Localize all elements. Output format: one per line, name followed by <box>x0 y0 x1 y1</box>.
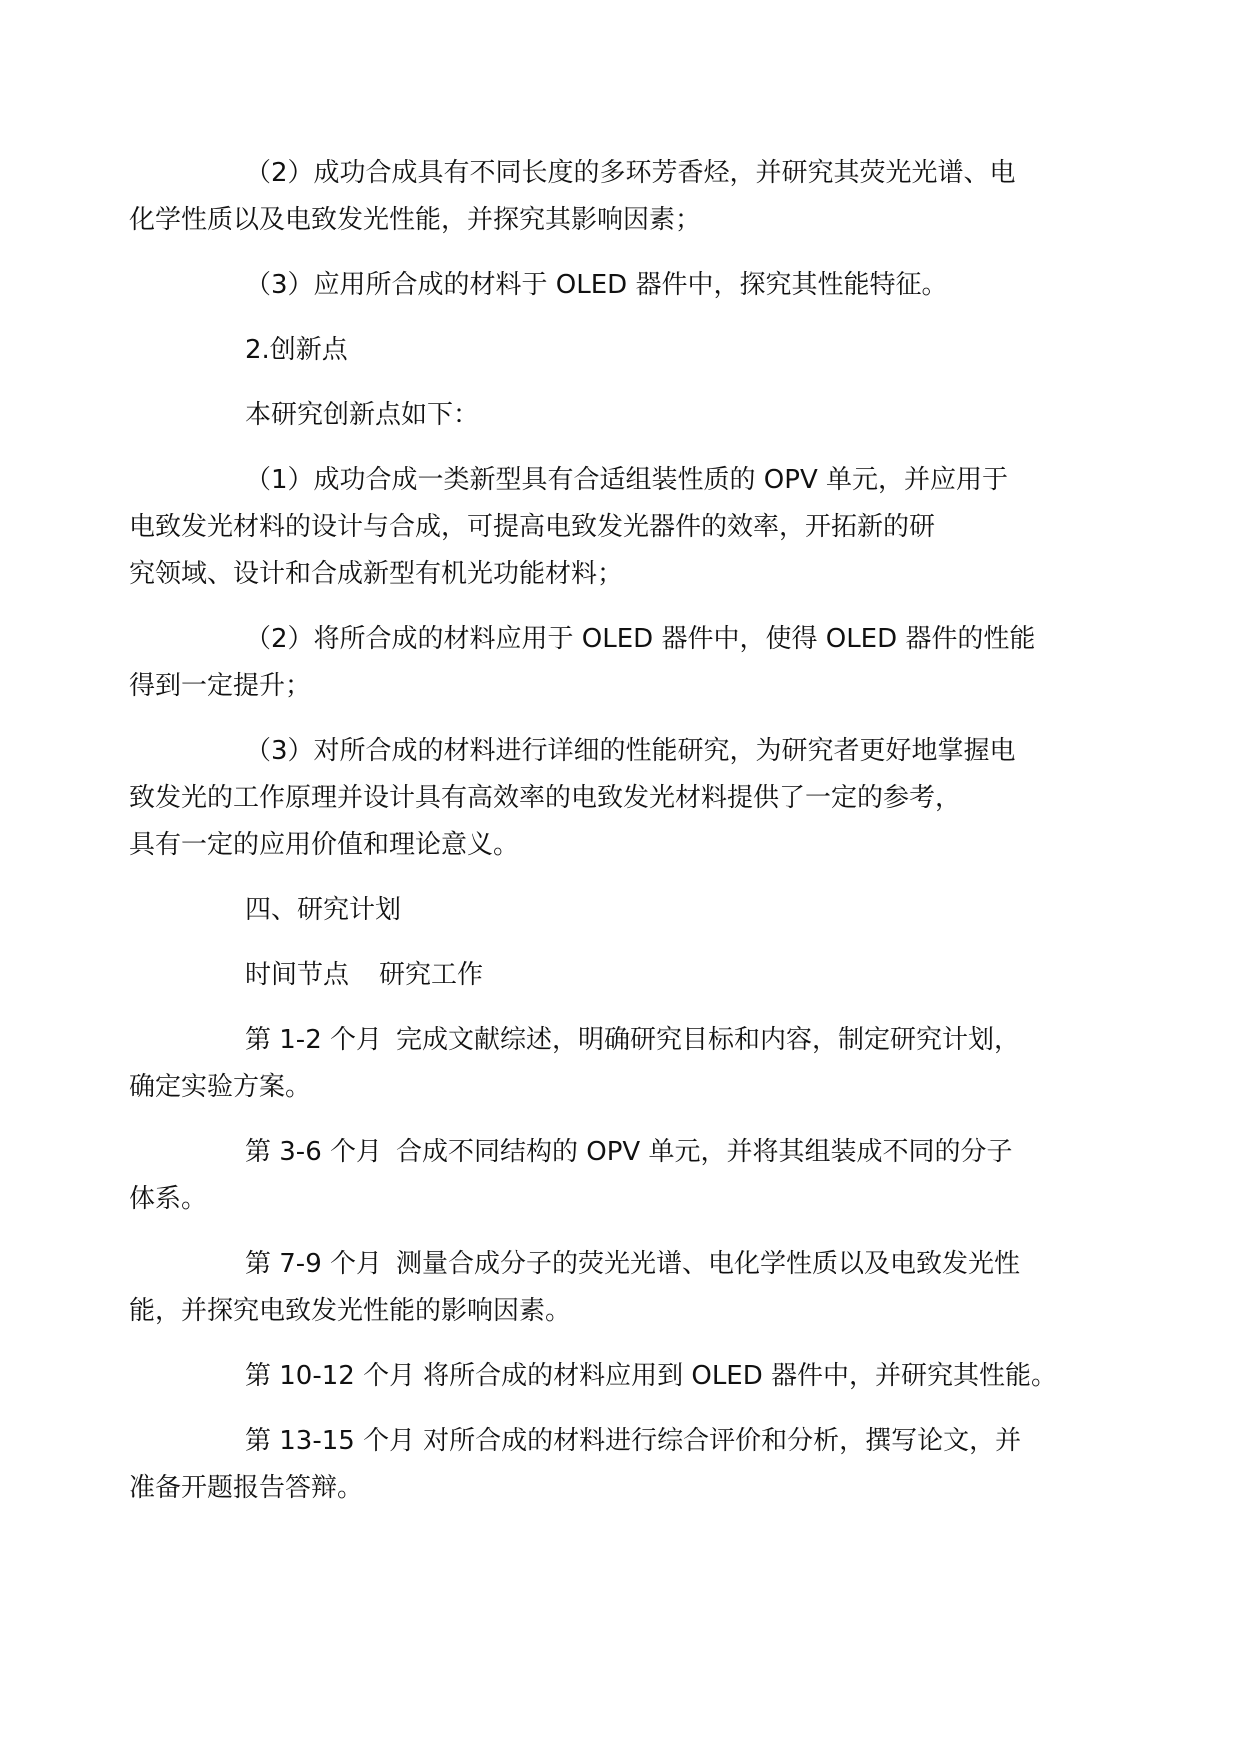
text-line: 化学性质以及电致发光性能，并探究其影响因素； <box>129 205 702 235</box>
plan-row <box>129 1129 1087 1223</box>
section-heading-plan <box>187 887 1087 934</box>
plan-work-cont: 体系。 <box>129 1184 208 1214</box>
paragraph-innovation-intro <box>187 392 1087 439</box>
plan-work-cont: 能，并探究电致发光性能的影响因素。 <box>129 1296 572 1326</box>
plan-header-work: 研究工作 <box>379 960 484 990</box>
paragraph-innovation-1 <box>129 457 1087 598</box>
text-line: （3）对所合成的材料进行详细的性能研究，为研究者更好地掌握电 <box>245 736 1016 766</box>
document-page <box>129 150 1087 1530</box>
plan-header-time: 时间节点 <box>245 960 350 990</box>
plan-row <box>129 1017 1087 1111</box>
plan-work-cont: 确定实验方案。 <box>129 1072 312 1102</box>
text-line: （2）将所合成的材料应用于 OLED 器件中，使得 OLED 器件的性能 <box>245 624 1036 654</box>
plan-period: 第 1-2 个月 <box>245 1025 382 1055</box>
plan-work: 将所合成的材料应用到 OLED 器件中，并研究其性能。 <box>423 1361 1058 1391</box>
text-line: 究领域、设计和合成新型有机光功能材料； <box>129 559 624 589</box>
plan-work: 对所合成的材料进行综合评价和分析，撰写论文，并 <box>423 1426 1022 1456</box>
text-line: 2.创新点 <box>245 335 348 365</box>
section-heading-innovation <box>187 327 1087 374</box>
paragraph-innovation-3 <box>129 728 1087 869</box>
text-line: 四、研究计划 <box>245 895 402 925</box>
plan-period: 第 3-6 个月 <box>245 1137 382 1167</box>
paragraph-objective-3 <box>187 262 1087 309</box>
plan-work: 合成不同结构的 OPV 单元，并将其组装成不同的分子 <box>396 1137 1013 1167</box>
text-line: （2）成功合成具有不同长度的多环芳香烃，并研究其荧光光谱、电 <box>245 158 1016 188</box>
plan-period: 第 10-12 个月 <box>245 1361 416 1391</box>
text-line: 致发光的工作原理并设计具有高效率的电致发光材料提供了一定的参考， <box>129 783 962 813</box>
paragraph-innovation-2 <box>129 616 1087 710</box>
text-line: 本研究创新点如下： <box>245 400 480 430</box>
text-line: （1）成功合成一类新型具有合适组装性质的 OPV 单元，并应用于 <box>245 465 1009 495</box>
plan-work: 测量合成分子的荧光光谱、电化学性质以及电致发光性 <box>396 1249 1021 1279</box>
paragraph-objective-2 <box>129 150 1087 244</box>
plan-row <box>129 1418 1087 1512</box>
plan-row <box>187 1353 1087 1400</box>
plan-work-cont: 准备开题报告答辩。 <box>129 1473 364 1503</box>
text-line: 具有一定的应用价值和理论意义。 <box>129 830 520 860</box>
text-line: 得到一定提升； <box>129 671 312 701</box>
plan-period: 第 7-9 个月 <box>245 1249 382 1279</box>
plan-period: 第 13-15 个月 <box>245 1426 416 1456</box>
plan-work: 完成文献综述，明确研究目标和内容，制定研究计划， <box>396 1025 1021 1055</box>
text-line: （3）应用所合成的材料于 OLED 器件中，探究其性能特征。 <box>245 270 948 300</box>
plan-header <box>187 952 1087 999</box>
text-line: 电致发光材料的设计与合成，可提高电致发光器件的效率，开拓新的研 <box>129 512 936 542</box>
plan-row <box>129 1241 1087 1335</box>
